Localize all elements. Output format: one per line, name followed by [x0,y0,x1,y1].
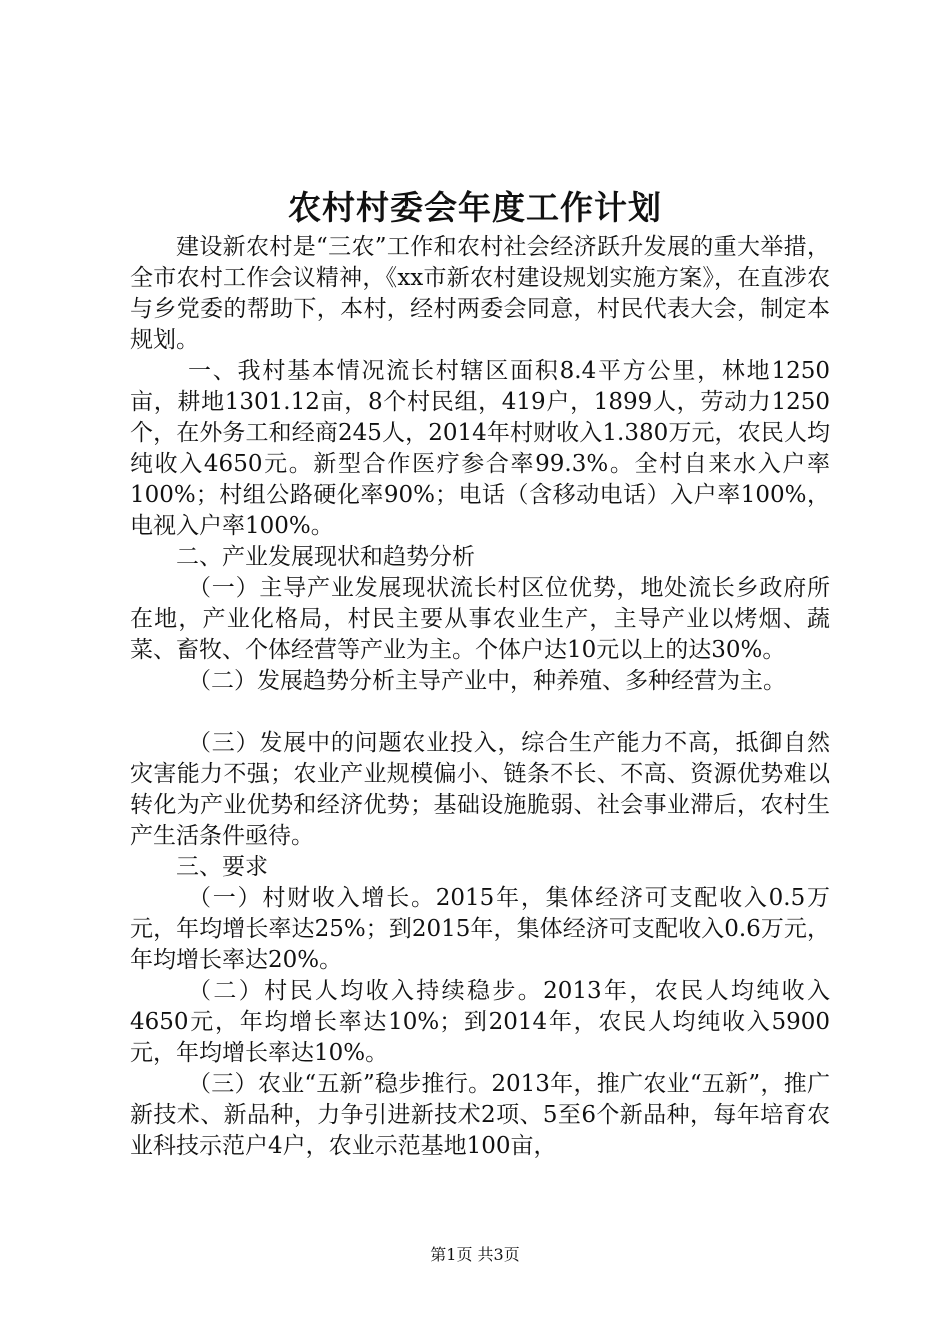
paragraph-section-2-3: （三）发展中的问题农业投入，综合生产能力不高，抵御自然灾害能力不强；农业产业规模偏小、链条不长、不高、资源优势难以转化为产业优势和经济优势；基础设施脆弱、社会事业滞后，农村生产生活条件亟待。 [130,730,830,849]
paragraph-section-1: 一、我村基本情况流长村辖区面积8.4平方公里，林地1250亩，耕地1301.12亩，8个村民组，419户，1899人，劳动力1250个，在外务工和经商245人，2014年村财收入1.380万元，农民人均纯收入4650元。新型合作医疗参合率99.3%。全村自来水入户率100%；村组公路硬化率90%；电话（含移动电话）入户率100%，电视入户率100%。 [130,358,830,539]
document-body [130,232,830,1162]
paragraph-section-3-2: （二）村民人均收入持续稳步。2013年，农民人均纯收入4650元，年均增长率达10%；到2014年，农民人均纯收入5900元，年均增长率达10%。 [130,978,830,1066]
paragraph-section-2-1: （一）主导产业发展现状流长村区位优势，地处流长乡政府所在地，产业化格局，村民主要从事农业生产，主导产业以烤烟、蔬菜、畜牧、个体经营等产业为主。个体户达10元以上的达30%。 [130,575,830,663]
blank-line [130,697,830,728]
paragraph-section-3-3: （三）农业“五新”稳步推行。2013年，推广农业“五新”，推广新技术、新品种，力争引进新技术2项、5至6个新品种，每年培育农业科技示范户4户，农业示范基地100亩， [130,1071,830,1159]
paragraph-intro: 建设新农村是“三农”工作和农村社会经济跃升发展的重大举措，全市农村工作会议精神，《xx市新农村建设规划实施方案》，在直涉农与乡党委的帮助下，本村，经村两委会同意，村民代表大会，制定本规划。 [130,234,830,353]
heading-section-2: 二、产业发展现状和趋势分析 [176,544,475,570]
page-footer: 第1页 共3页 [430,1245,520,1264]
paragraph-section-3-1: （一）村财收入增长。2015年，集体经济可支配收入0.5万元，年均增长率达25%；到2015年，集体经济可支配收入0.6万元，年均增长率达20%。 [130,885,830,973]
heading-section-3: 三、要求 [176,854,268,880]
paragraph-section-2-2: （二）发展趋势分析主导产业中，种养殖、多种经营为主。 [188,668,786,694]
document-title: 农村村委会年度工作计划 [288,188,662,227]
